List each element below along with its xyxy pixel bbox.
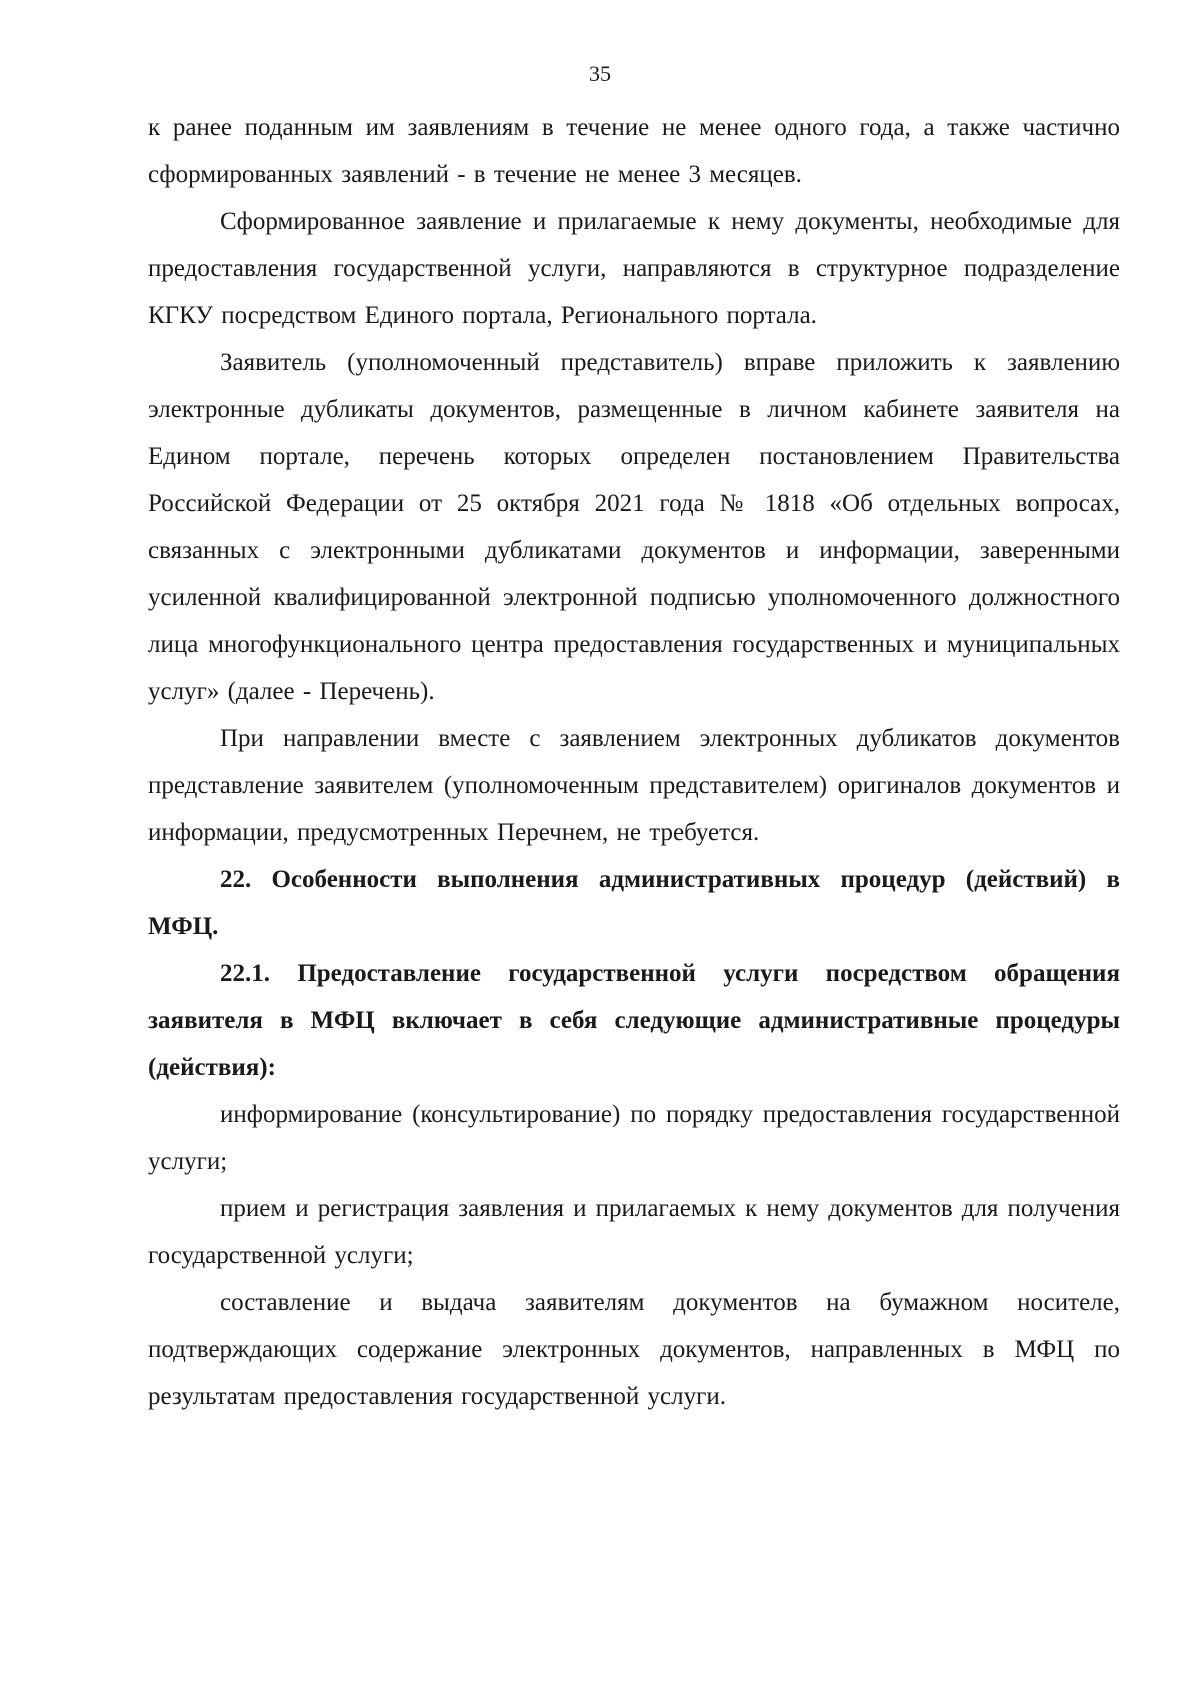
paragraph-originals-not-required: При направлении вместе с заявлением электронных дубликатов документов представление заявителем (уполномоченным представителем) оригиналов документов и информации, предусмотренных Перечнем, не требуется. bbox=[148, 725, 1120, 846]
page-number: 35 bbox=[589, 61, 611, 86]
paragraph-electronic-duplicates: Заявитель (уполномоченный представитель) вправе приложить к заявлению электронные дубликаты документов, размещенные в личном кабинете заявителя на Едином портале, перечень которых определен постановлением Правительства Российской Федерации от 25 октября 2021 года № 1818 «Об отдельных вопросах, связанных с электронными дубликатами документов и информации, заверенными усиленной квалифицированной электронной подписью уполномоченного должностного лица многофункционального центра предоставления государственных и муниципальных услуг» (далее - Перечень). bbox=[148, 349, 1120, 705]
section-heading-22-1: 22.1. Предоставление государственной услуги посредством обращения заявителя в МФЦ включает в себя следующие административные процедуры (действия): bbox=[148, 960, 1120, 1081]
paragraph-submission-channels: Сформированное заявление и прилагаемые к нему документы, необходимые для предоставления государственной услуги, направляются в структурное подразделение КГКУ посредством Единого портала, Регионального портала. bbox=[148, 208, 1120, 329]
document-body bbox=[148, 104, 1120, 1420]
paragraph-retention-period: к ранее поданным им заявлениям в течение не менее одного года, а также частично сформированных заявлений - в течение не менее 3 месяцев. bbox=[148, 114, 1120, 188]
list-item-informing: информирование (консультирование) по порядку предоставления государственной услуги; bbox=[148, 1101, 1120, 1175]
list-item-paper-documents: составление и выдача заявителям документов на бумажном носителе, подтверждающих содержание электронных документов, направленных в МФЦ по результатам предоставления государственной услуги. bbox=[148, 1289, 1120, 1410]
list-item-reception-registration: прием и регистрация заявления и прилагаемых к нему документов для получения государственной услуги; bbox=[148, 1195, 1120, 1269]
section-heading-22: 22. Особенности выполнения административных процедур (действий) в МФЦ. bbox=[148, 866, 1120, 940]
